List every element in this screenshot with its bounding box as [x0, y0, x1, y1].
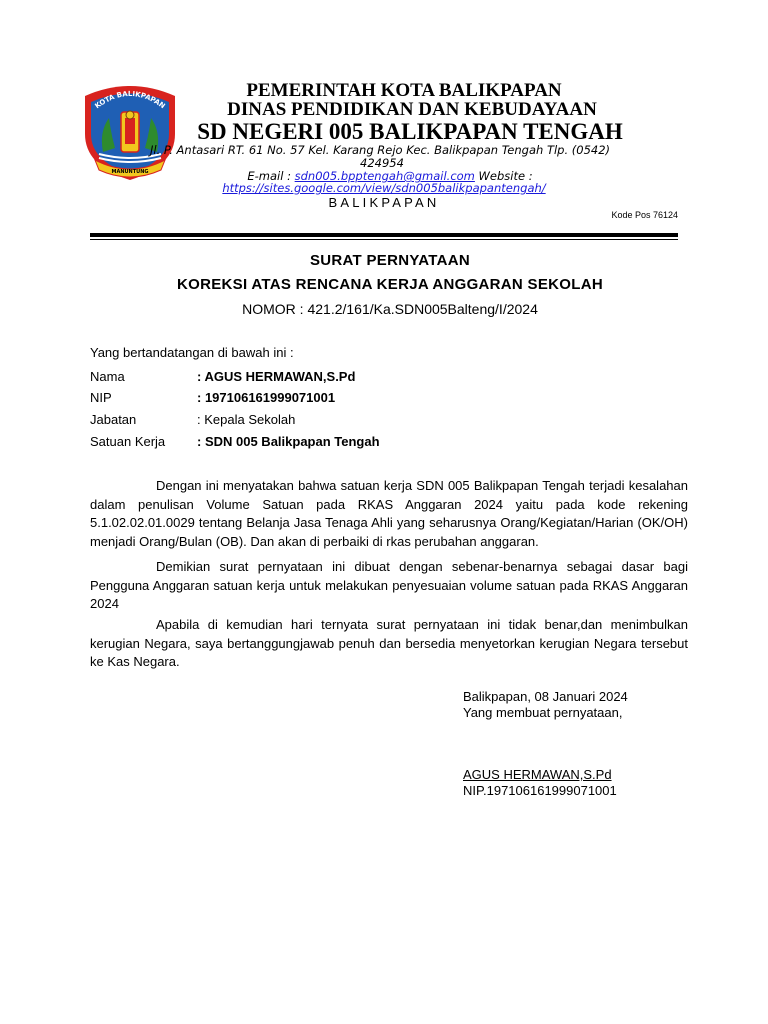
paragraph-statement: Dengan ini menyatakan bahwa satuan kerja SDN 005 Balikpapan Tengah terjadi kesalahan dalam penulisan Volume Satuan pada RKAS Anggaran 2024 yaitu pada kode rekening 5.1.02.02.01.0029 tentang Belanja Jasa Tenaga Ahli yang seharusnya Orang/Kegiatan/Harian (OK/OH) menjadi Orang/Bulan (OB). Dan akan di perbaiki di rkas perubahan anggaran.: [90, 478, 688, 549]
city-name: BALIKPAPAN: [328, 195, 440, 210]
paragraph-liability: Apabila di kemudian hari ternyata surat pernyataan ini tidak benar,dan menimbulkan kerugian Negara, saya bertanggungjawab penuh dan bersedia menyetorkan kerugian Negara tersebut ke Kas Negara.: [90, 617, 688, 669]
paragraph-declaration: Demikian surat pernyataan ini dibuat dengan sebenar-benarnya sebagai dasar bagi Pengguna Anggaran satuan kerja untuk melakukan penyesuaian volume satuan pada RKAS Anggaran 2024: [90, 559, 688, 611]
signature-name: AGUS HERMAWAN,S.Pd: [463, 767, 612, 782]
website-link[interactable]: https://sites.google.com/view/sdn005balikpapantengah/: [222, 181, 546, 195]
document-subtitle: KOREKSI ATAS RENCANA KERJA ANGGARAN SEKOLAH: [177, 276, 603, 293]
school-name: SD NEGERI 005 BALIKPAPAN TENGAH: [197, 119, 623, 144]
intro-text: Yang bertandatangan di bawah ini :: [90, 345, 294, 360]
logo-bottom-text: MANUNTUNG: [111, 169, 149, 175]
field-label-satuan-kerja: Satuan Kerja: [90, 434, 166, 449]
field-value-satuan-kerja: : SDN 005 Balikpapan Tengah: [197, 434, 380, 449]
department-name: DINAS PENDIDIKAN DAN KEBUDAYAAN: [227, 99, 597, 120]
field-label-nama: Nama: [90, 369, 125, 384]
government-name: PEMERINTAH KOTA BALIKPAPAN: [246, 80, 562, 101]
signature-place-date: Balikpapan, 08 Januari 2024: [463, 689, 628, 704]
document-number: NOMOR : 421.2/161/Ka.SDN005Balteng/I/2024: [242, 301, 538, 317]
address-line-2: 424954: [360, 156, 404, 170]
field-value-jabatan: : Kepala Sekolah: [197, 412, 296, 427]
field-value-nip: : 197106161999071001: [197, 390, 336, 405]
field-value-nama: : AGUS HERMAWAN,S.Pd: [197, 369, 356, 384]
website-line: [0, 181, 768, 195]
address-line-1: Jl. P. Antasari RT. 61 No. 57 Kel. Karang Rejo Kec. Balikpapan Tengah Tlp. (0542): [150, 143, 611, 157]
website-prefix: Website :: [474, 169, 533, 183]
header-rule-thin: [90, 239, 678, 240]
email-link[interactable]: sdn005.bpptengah@gmail.com: [294, 169, 475, 183]
signature-role: Yang membuat pernyataan,: [463, 705, 623, 720]
postal-code: Kode Pos 76124: [611, 210, 678, 220]
signature-nip: NIP.197106161999071001: [463, 783, 617, 798]
field-label-jabatan: Jabatan: [90, 412, 137, 427]
document-title: SURAT PERNYATAAN: [309, 252, 471, 269]
header-rule-thick: [90, 233, 678, 237]
field-label-nip: NIP: [90, 390, 112, 405]
email-prefix: E-mail :: [247, 169, 295, 183]
logo-top-text: KOTA BALIKPAPAN: [93, 89, 167, 111]
